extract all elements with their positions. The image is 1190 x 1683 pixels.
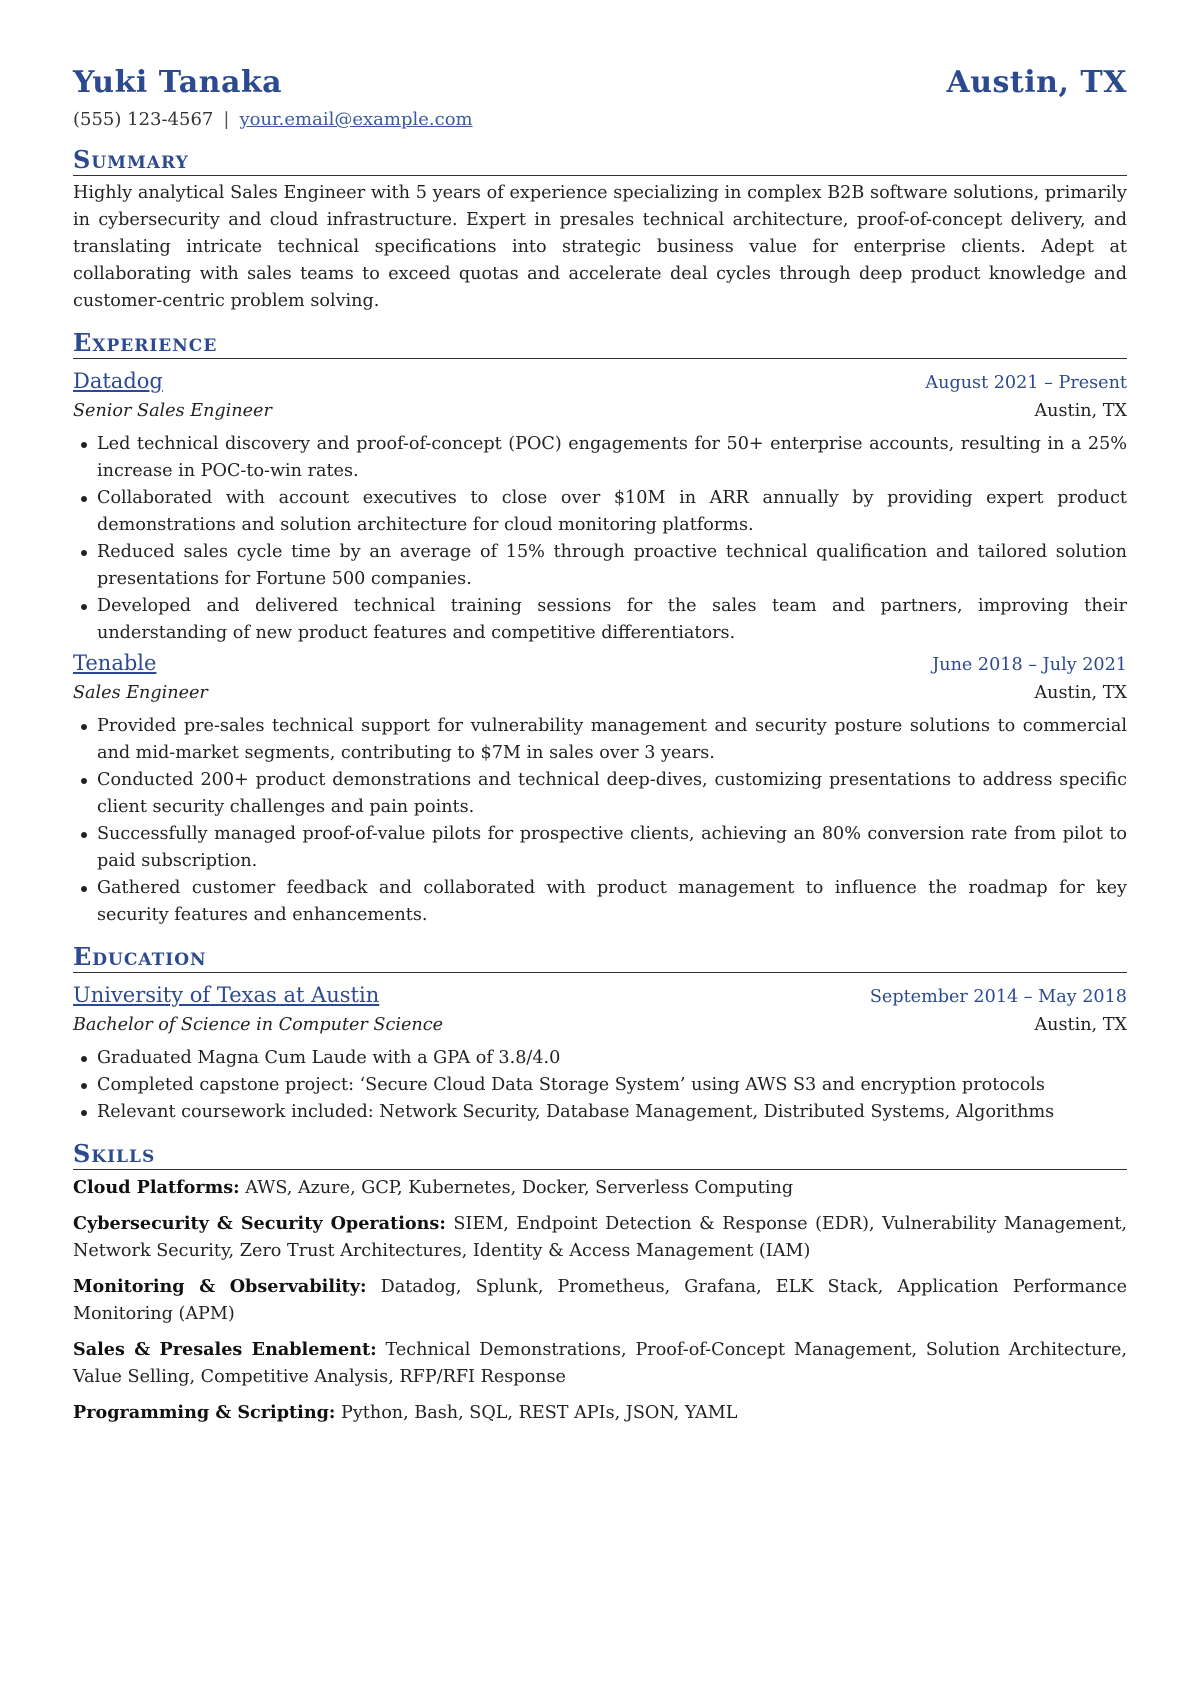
skill-row [73,1273,1127,1328]
phone-number: (555) 123-4567 [73,109,214,130]
education-location: Austin, TX [1034,1015,1127,1035]
skill-values: SIEM, Endpoint Detection & Response (EDR), Vulnerability Management, Network Security, Zero Trust Architectures, Identity & Access Management (IAM) [73,1214,1128,1261]
candidate-name: Yuki Tanaka [73,65,283,100]
company-link[interactable]: Datadog [73,369,163,393]
skill-category: Programming & Scripting: [73,1402,336,1423]
candidate-location: Austin, TX [946,65,1127,100]
education-heading: Education [73,943,1127,973]
education-bullets [73,1045,1127,1126]
job-location: Austin, TX [1034,683,1127,703]
school-link[interactable]: University of Texas at Austin [73,983,380,1007]
skill-row [73,1399,1127,1427]
job-dates: August 2021 – Present [925,373,1127,393]
skill-category: Cloud Platforms: [73,1177,240,1198]
skill-category: Monitoring & Observability: [73,1276,367,1297]
bullet-item: Developed and delivered technical training sessions for the sales team and partners, improving their understanding of new product features and competitive differentiators. [97,593,1127,647]
job-dates: June 2018 – July 2021 [932,655,1127,675]
bullet-item: Conducted 200+ product demonstrations and technical deep-dives, customizing presentations to address specific client security challenges and pain points. [97,767,1127,821]
skill-category: Cybersecurity & Security Operations: [73,1213,446,1234]
education-dates: September 2014 – May 2018 [869,987,1127,1007]
bullet-item: Led technical discovery and proof-of-concept (POC) engagements for 50+ enterprise accounts, resulting in a 25% increase in POC-to-win rates. [97,431,1127,485]
skill-row [73,1210,1127,1265]
company-link[interactable]: Tenable [73,651,157,675]
job-title: Senior Sales Engineer [73,401,272,421]
degree: Bachelor of Science in Computer Science [73,1015,443,1035]
skill-row [73,1336,1127,1391]
job-title: Sales Engineer [73,683,208,703]
skill-values: Datadog, Splunk, Prometheus, Grafana, ELK Stack, Application Performance Monitoring (APM) [73,1277,1127,1324]
bullet-item: Provided pre-sales technical support for vulnerability management and security posture solutions to commercial and mid-market segments, contributing to $7M in sales over 3 years. [97,713,1127,767]
skill-values: Technical Demonstrations, Proof-of-Concept Management, Solution Architecture, Value Selling, Competitive Analysis, RFP/RFI Response [73,1340,1128,1387]
bullet-item: Collaborated with account executives to close over $10M in ARR annually by providing expert product demonstrations and solution architecture for cloud monitoring platforms. [97,485,1127,539]
resume-header [73,64,1127,102]
resume-page [73,64,1127,1427]
summary-heading: Summary [73,146,1127,176]
bullet-item: Successfully managed proof-of-value pilots for prospective clients, achieving an 80% conversion rate from pilot to paid subscription. [97,821,1127,875]
skill-values: AWS, Azure, GCP, Kubernetes, Docker, Serverless Computing [245,1178,794,1198]
bullet-item: Reduced sales cycle time by an average of 15% through proactive technical qualification and tailored solution presentations for Fortune 500 companies. [97,539,1127,593]
job-entry-datadog [73,367,1127,647]
contact-separator: | [223,109,230,130]
education-entry [73,981,1127,1126]
bullet-item: Relevant coursework included: Network Security, Database Management, Distributed Systems, Algorithms [97,1099,1127,1126]
skill-values: Python, Bash, SQL, REST APIs, JSON, YAML [341,1403,738,1423]
job-location: Austin, TX [1034,401,1127,421]
job-bullets [73,713,1127,929]
skills-list [73,1174,1127,1427]
email-link[interactable]: your.email@example.com [239,109,473,130]
summary-text: Highly analytical Sales Engineer with 5 years of experience specializing in complex B2B software solutions, primarily in cybersecurity and cloud infrastructure. Expert in presales technical architecture, proof-of-concept delivery, and translating intricate technical specifications into strategic business value for enterprise clients. Adept at collaborating with sales teams to exceed quotas and accelerate deal cycles through deep product knowledge and customer-centric problem solving. [73,183,1127,311]
job-entry-tenable [73,649,1127,929]
bullet-item: Completed capstone project: ‘Secure Cloud Data Storage System’ using AWS S3 and encryption protocols [97,1072,1127,1099]
contact-line [73,108,1127,132]
skill-row [73,1174,1127,1202]
job-bullets [73,431,1127,647]
skills-heading: Skills [73,1140,1127,1170]
bullet-item: Gathered customer feedback and collaborated with product management to influence the roadmap for key security features and enhancements. [97,875,1127,929]
bullet-item: Graduated Magna Cum Laude with a GPA of 3.8/4.0 [97,1045,1127,1072]
skill-category: Sales & Presales Enablement: [73,1339,377,1360]
experience-heading: Experience [73,329,1127,359]
